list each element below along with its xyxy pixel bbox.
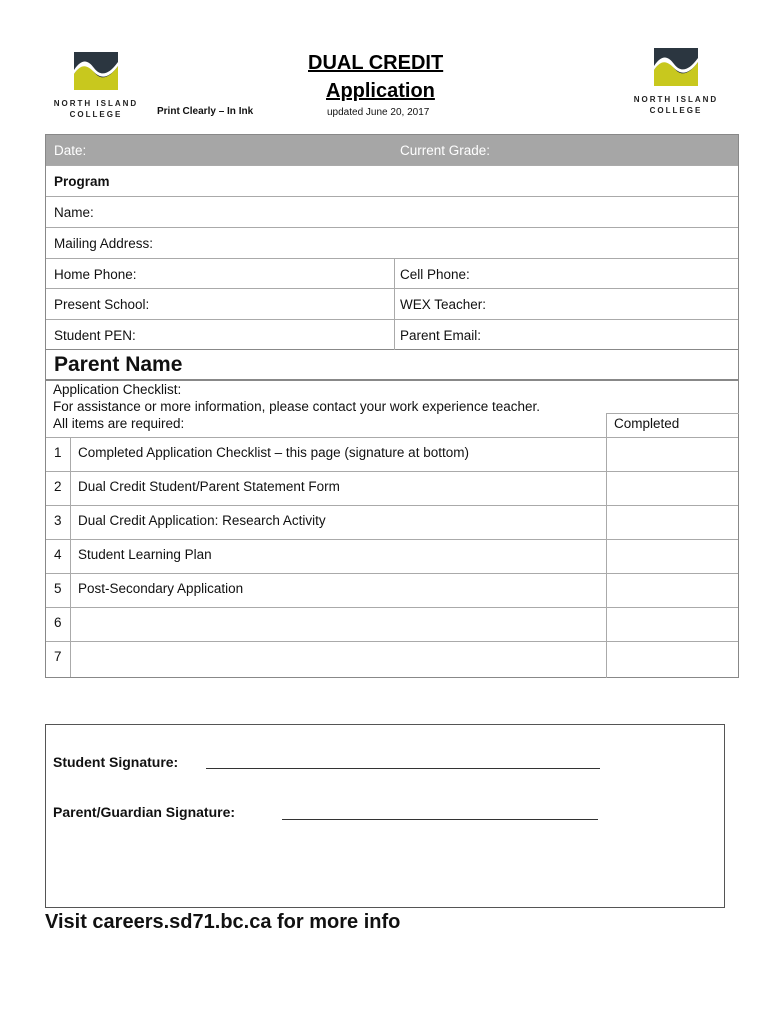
checklist-item xyxy=(46,573,738,607)
checklist-item xyxy=(46,437,738,471)
signature-section xyxy=(45,724,725,908)
logo-line-2: COLLEGE xyxy=(649,106,703,115)
student-signature-label: Student Signature: xyxy=(53,754,179,770)
completed-checkbox[interactable] xyxy=(606,506,738,539)
checklist-item xyxy=(46,607,738,641)
checklist-item xyxy=(46,471,738,505)
column-divider xyxy=(394,320,395,350)
school-row xyxy=(46,289,738,320)
completed-checkbox[interactable] xyxy=(606,540,738,573)
checklist-item xyxy=(46,505,738,539)
item-text: Student Learning Plan xyxy=(78,547,212,562)
item-text: Dual Credit Student/Parent Statement Form xyxy=(78,479,340,494)
item-number: 6 xyxy=(54,615,62,630)
print-note: Print Clearly – In Ink xyxy=(157,106,254,117)
date-grade-row xyxy=(46,135,738,166)
logo-line-1: NORTH ISLAND xyxy=(633,95,719,104)
logo-line-2: COLLEGE xyxy=(69,110,123,119)
student-pen-field[interactable]: Student PEN: xyxy=(54,328,136,343)
student-signature-line[interactable] xyxy=(206,768,600,769)
name-field[interactable]: Name: xyxy=(54,205,94,220)
item-text: Completed Application Checklist – this page (signature at bottom) xyxy=(78,445,469,460)
logo-line-1: NORTH ISLAND xyxy=(53,99,139,108)
checklist-item xyxy=(46,641,738,677)
column-divider xyxy=(394,259,395,288)
date-field[interactable]: Date: xyxy=(54,143,87,158)
college-logo-mark-icon xyxy=(654,48,698,86)
wex-teacher-field[interactable]: WEX Teacher: xyxy=(400,297,487,312)
parent-name-heading[interactable]: Parent Name xyxy=(54,353,183,376)
program-row xyxy=(46,166,738,197)
phone-row xyxy=(46,259,738,289)
checklist-intro xyxy=(53,381,540,432)
document-title: DUAL CREDIT xyxy=(308,52,444,74)
parent-email-field[interactable]: Parent Email: xyxy=(400,328,482,343)
name-row xyxy=(46,197,738,228)
program-field[interactable]: Program xyxy=(54,174,110,189)
college-logo-mark-icon xyxy=(74,52,118,90)
parent-signature-line[interactable] xyxy=(282,819,598,820)
mailing-address-field[interactable]: Mailing Address: xyxy=(54,236,154,251)
parent-name-row xyxy=(45,350,739,380)
applicant-info-table xyxy=(45,134,739,350)
cell-phone-field[interactable]: Cell Phone: xyxy=(400,267,470,282)
item-number: 4 xyxy=(54,547,62,562)
checklist-item xyxy=(46,539,738,573)
pen-email-row xyxy=(46,320,738,350)
checklist-help-text: For assistance or more information, please contact your work experience teacher. xyxy=(53,399,540,414)
home-phone-field[interactable]: Home Phone: xyxy=(54,267,137,282)
document-subtitle: Application xyxy=(326,80,435,102)
item-number: 1 xyxy=(54,445,62,460)
item-number: 7 xyxy=(54,649,62,664)
checklist-title: Application Checklist: xyxy=(53,382,182,397)
item-text: Post-Secondary Application xyxy=(78,581,244,596)
completed-checkbox[interactable] xyxy=(606,438,738,471)
present-school-field[interactable]: Present School: xyxy=(54,297,150,312)
updated-date: updated June 20, 2017 xyxy=(327,107,430,118)
item-text: Dual Credit Application: Research Activity xyxy=(78,513,326,528)
checklist-required-text: All items are required: xyxy=(53,416,185,431)
item-number: 5 xyxy=(54,581,62,596)
application-checklist xyxy=(45,380,739,678)
completed-checkbox[interactable] xyxy=(606,574,738,607)
address-row xyxy=(46,228,738,259)
item-number: 3 xyxy=(54,513,62,528)
completed-checkbox[interactable] xyxy=(606,608,738,641)
completed-header: Completed xyxy=(614,416,680,431)
completed-checkbox[interactable] xyxy=(606,472,738,505)
current-grade-field[interactable]: Current Grade: xyxy=(400,143,491,158)
column-divider xyxy=(394,289,395,319)
footer-info-text: Visit careers.sd71.bc.ca for more info xyxy=(45,911,401,933)
completed-checkbox[interactable] xyxy=(606,642,738,677)
parent-signature-label: Parent/Guardian Signature: xyxy=(53,804,236,820)
item-number: 2 xyxy=(54,479,62,494)
